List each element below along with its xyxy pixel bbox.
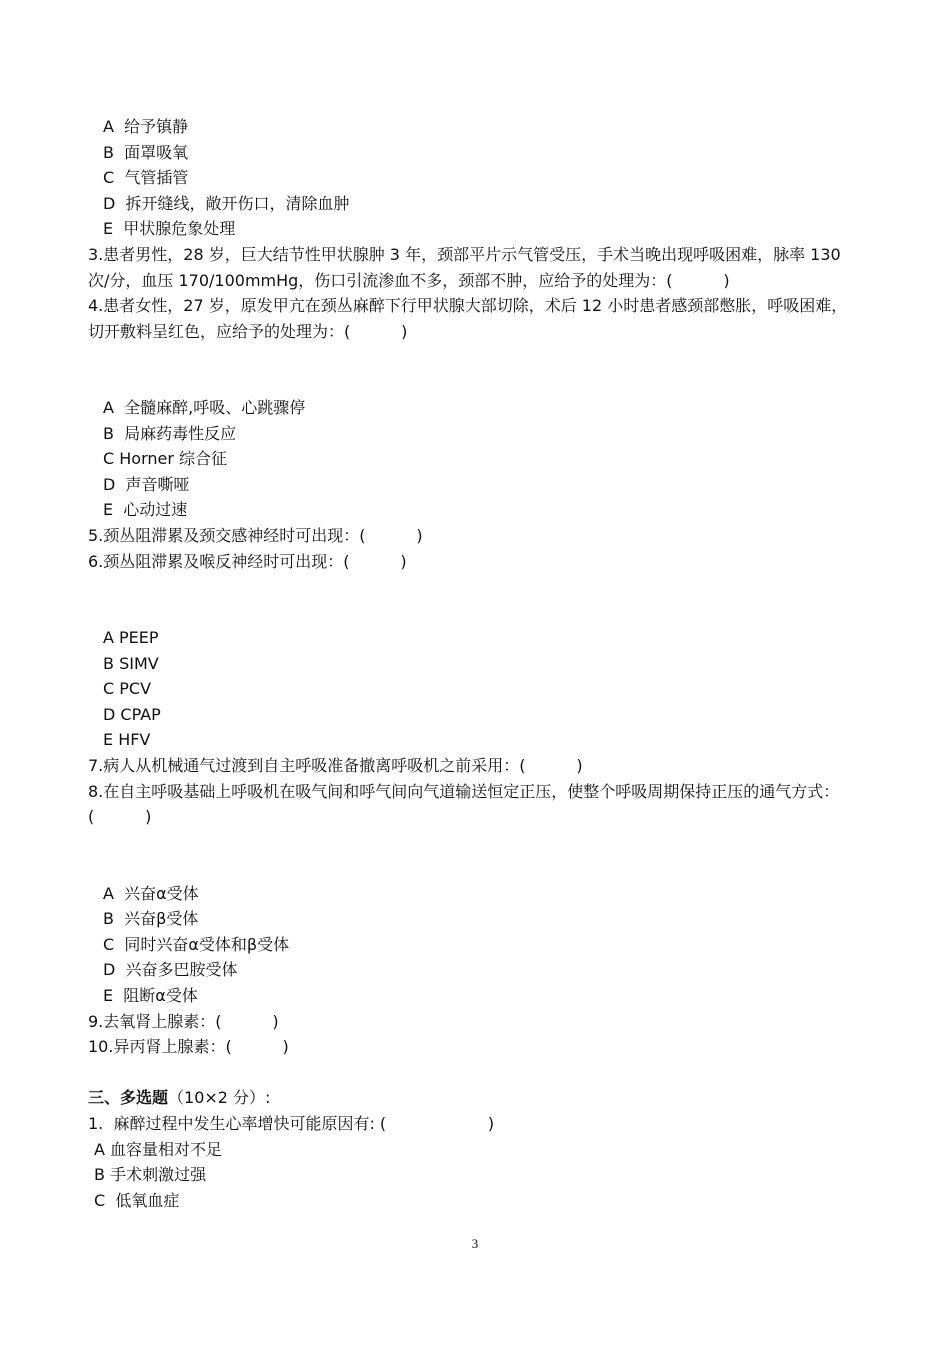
option-c: C 同时兴奋α受体和β受体 xyxy=(103,935,290,954)
question-9: 9.去氧肾上腺素：( ) xyxy=(88,1012,279,1031)
option-a: A 全髓麻醉,呼吸、心跳骤停 xyxy=(103,398,306,417)
question-4-line-2: 切开敷料呈红色，应给予的处理为：( ) xyxy=(88,322,408,341)
option-d: D CPAP xyxy=(103,705,161,724)
option-c: C 低氧血症 xyxy=(94,1191,180,1210)
page-number: 3 xyxy=(471,1236,479,1251)
option-b: B 局麻药毒性反应 xyxy=(103,424,237,443)
question-3-line-2: 次/分，血压 170/100mmHg，伤口引流渗血不多，颈部不肿，应给予的处理为：( ) xyxy=(88,271,730,290)
option-c: C PCV xyxy=(103,679,152,698)
question-10: 10.异丙肾上腺素：( ) xyxy=(88,1037,289,1056)
multi-question-1: 1. 麻醉过程中发生心率增快可能原因有: ( ) xyxy=(88,1114,495,1133)
question-3-line-1: 3.患者男性，28 岁，巨大结节性甲状腺肿 3 年，颈部平片示气管受压，手术当晚出现呼吸困难，脉率 130 xyxy=(88,245,841,264)
question-7: 7.病人从机械通气过渡到自主呼吸准备撤离呼吸机之前采用：( ) xyxy=(88,756,583,775)
option-a: A 给予镇静 xyxy=(103,117,189,136)
section-heading-title: 三、多选题 xyxy=(88,1088,169,1107)
option-e: E HFV xyxy=(103,730,151,749)
option-d: D 兴奋多巴胺受体 xyxy=(103,960,238,979)
question-4-line-1: 4.患者女性，27 岁，原发甲亢在颈丛麻醉下行甲状腺大部切除，术后 12 小时患者感颈部憋胀，呼吸困难， xyxy=(88,296,848,315)
option-a: A PEEP xyxy=(103,628,159,647)
question-8-line-1: 8.在自主呼吸基础上呼吸机在吸气间和呼气间向气道输送恒定正压，使整个呼吸周期保持正压的通气方式： xyxy=(88,782,840,801)
option-a: A 兴奋α受体 xyxy=(103,884,199,903)
option-c: C Horner 综合征 xyxy=(103,449,228,468)
option-b: B 手术刺激过强 xyxy=(94,1165,207,1184)
option-c: C 气管插管 xyxy=(103,168,189,187)
option-b: B 兴奋β受体 xyxy=(103,909,199,928)
question-5: 5.颈丛阻滞累及颈交感神经时可出现：( ) xyxy=(88,526,423,545)
option-b: B SIMV xyxy=(103,654,159,673)
option-b: B 面罩吸氧 xyxy=(103,143,189,162)
question-6: 6.颈丛阻滞累及喉反神经时可出现：( ) xyxy=(88,552,407,571)
option-d: D 声音嘶哑 xyxy=(103,475,190,494)
option-e: E 甲状腺危象处理 xyxy=(103,219,236,238)
option-e: E 心动过速 xyxy=(103,500,188,519)
section-heading-suffix: （10×2 分）: xyxy=(168,1088,271,1107)
section-heading xyxy=(88,1088,270,1108)
option-d: D 拆开缝线，敞开伤口，清除血肿 xyxy=(103,194,350,213)
option-a: A 血容量相对不足 xyxy=(94,1140,223,1159)
question-8-line-2: ( ) xyxy=(88,807,152,826)
option-e: E 阻断α受体 xyxy=(103,986,198,1005)
